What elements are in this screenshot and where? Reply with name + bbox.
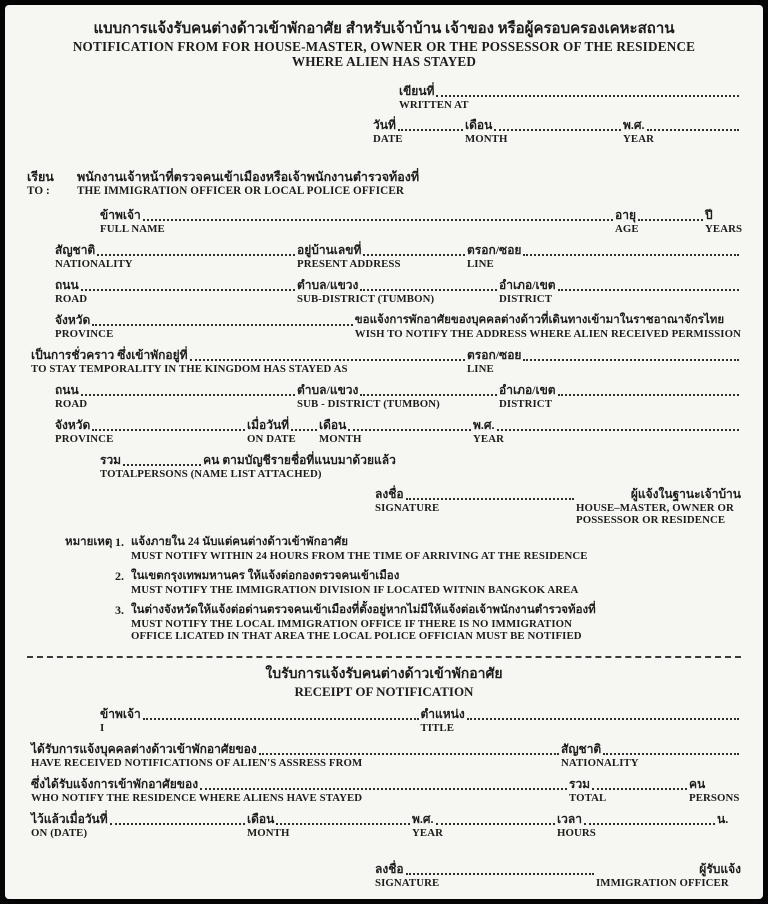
field-line [499,382,741,398]
dotted-fill-line [110,823,245,825]
label-en: I [100,722,105,734]
label-thai: เรียน [27,170,54,184]
label-en: HOURS [557,827,596,839]
field-line [705,207,741,223]
item-number: 2. [115,569,124,583]
province-wish-row [55,312,741,340]
field-total-persons [100,452,396,480]
field-line [421,706,742,722]
field-on-date [247,417,319,445]
label-en: YEAR [623,133,654,145]
receipt-title-thai: ใบรับการแจ้งรับคนต่างด้าวเข้าพักอาศัย [265,667,503,682]
field-title [421,706,742,734]
label-thai: ตำบล/แขวง [297,383,359,397]
dotted-fill-line [92,429,245,431]
label-thai: ถนน [55,383,79,397]
label-en: WHO NOTIFY THE RESIDENCE WHERE ALIENS HAVE STAYED [31,792,363,804]
label-en: ROAD [55,398,88,410]
receipt-header [27,666,741,699]
field-nationality [55,242,297,270]
field-district [499,382,741,410]
remark-item-2 [115,568,741,596]
label-thai: อยู่บ้านเลขที่ [297,243,362,257]
item-body [131,602,596,642]
dotted-fill-line [360,394,497,396]
dotted-fill-line [81,394,295,396]
dotted-fill-line [647,129,739,131]
label-thai: เดือน [465,118,493,132]
label-en: FULL NAME [100,223,165,235]
field-line [467,242,741,258]
field-line [100,452,396,468]
dotted-fill-line [558,289,739,291]
dotted-fill-line [436,823,555,825]
to-text-column [77,169,419,198]
field-line [717,811,741,827]
nationality-row [55,242,741,270]
dotted-fill-line [123,464,201,466]
label-en: YEAR [412,827,443,839]
label-en: DISTRICT [499,293,553,305]
label-thai: คน [689,777,706,791]
label-thai: ผู้แจ้งในฐานะเจ้าบ้าน [630,487,741,501]
field-line [297,277,499,293]
dotted-fill-line [584,823,715,825]
label-thai: พนักงานเจ้าหน้าที่ตรวจคนเข้าเมืองหรือเจ้าพนักงานตำรวจท้องที่ [77,170,420,184]
stay-row [31,347,741,375]
signature-row-housemaster [375,486,741,526]
dotted-fill-line [348,429,471,431]
road-row [55,277,741,305]
field-age [615,207,705,235]
field-line [247,811,412,827]
label-en: LINE [467,363,494,375]
dotted-fill-line [467,718,739,720]
field-province [55,417,247,445]
dotted-fill-line [523,359,739,361]
label-thai: รวม [569,777,591,791]
label-thai: วันที่ [373,118,396,132]
label-thai: ซึ่งได้รับแจ้งการเข้าพักอาศัยของ [31,777,199,791]
field-line [473,417,741,433]
label-en: HOUSE–MASTER, OWNER OR [576,502,734,514]
label-thai: เขียนที่ [399,84,435,98]
field-line [375,486,576,502]
label-en: ROAD [55,293,88,305]
item-en: MUST NOTIFY THE IMMIGRATION DIVISION IF LOCATED WITNIN BANGKOK AREA [131,584,579,596]
dotted-fill-line [398,129,463,131]
road-row-2 [55,382,741,410]
signature-row-officer [375,861,741,889]
receipt-i-title-row [100,706,741,734]
label-en: TITLE [420,722,455,734]
label-thai: เดือน [247,812,275,826]
label-thai: สัญชาติ [561,742,602,756]
label-thai: ตำบล/แขวง [297,278,359,292]
dotted-fill-line [592,788,687,790]
field-hours [557,811,717,839]
dotted-fill-line [638,219,703,221]
label-en: PROVINCE [55,433,114,445]
field-line [31,741,561,757]
form-title-thai: แบบการแจ้งรับคนต่างด้าวเข้าพักอาศัย สำหรับเจ้าบ้าน เจ้าของ หรือผู้ครอบครองเคหะสถาน [93,21,675,37]
receipt-received-row [31,741,741,769]
item-thai: ในต่างจังหวัดให้แจ้งต่อด่านตรวจคนเข้าเมืองที่ตั้งอยู่หากไม่มีให้แจ้งต่อเจ้าพนักงานตำรวจท้องที่ [131,604,596,616]
field-line [55,312,355,328]
dotted-fill-line [291,429,317,431]
label-en: MONTH [319,433,362,445]
field-year [473,417,741,445]
dotted-fill-line [143,718,419,720]
wish-statement [355,312,741,340]
field-line [319,417,473,433]
field-received-from [31,741,561,769]
dotted-fill-line [436,95,739,97]
field-signature [375,486,576,514]
remark-item-1 [115,534,741,562]
dotted-fill-line [497,429,739,431]
field-sub-district [297,382,499,410]
field-line [55,277,297,293]
receipt-who-row [31,776,741,804]
field-written-at [399,83,741,111]
field-line [623,117,741,133]
label-en: ON (DATE) [31,827,88,839]
field-line [297,382,499,398]
label-en: PERSONS [689,792,740,804]
label-en: WRITTEN AT [399,99,469,111]
field-line [557,811,717,827]
dotted-fill-line [406,498,574,500]
field-sub-district [297,277,499,305]
field-lane [467,242,741,270]
field-year [623,117,741,145]
to-row [27,169,741,198]
dotted-fill-line [259,753,559,755]
label-en: TO : [27,185,50,197]
dotted-fill-line [494,129,621,131]
field-years [705,207,741,235]
label-thai: ไว้แล้วเมื่อวันที่ [31,812,108,826]
item-body [131,568,578,596]
signer-role-housemaster [576,486,741,526]
receipt-title-en: RECEIPT OF NOTIFICATION [294,684,474,699]
label-thai: เป็นการชั่วคราว ซึ่งเข้าพักอยู่ที่ [31,348,188,362]
remarks-section [65,534,741,648]
field-line [375,861,596,877]
statement-en: WISH TO NOTIFY THE ADDRESS WHERE ALIEN RECEIVED PERMISSION [354,328,741,340]
label-en: YEARS [705,223,743,235]
field-line [55,242,297,258]
signer-role-officer [596,861,741,889]
total-persons-row [100,452,741,480]
label-thai: อายุ [615,208,636,222]
label-en: SIGNATURE [375,877,440,889]
form-title-en-line2: WHERE ALIEN HAS STAYED [291,54,477,69]
dotted-fill-line [190,359,465,361]
field-full-name [100,207,615,235]
field-province [55,312,355,340]
field-line [467,347,741,363]
dotted-fill-line [523,254,739,256]
item-en: MUST NOTIFY THE LOCAL IMMIGRATION OFFICE IF THERE IS NO IMMIGRATION [131,618,573,630]
date-row [373,117,741,145]
item-en-line2: OFFICE LICATED IN THAT AREA THE LOCAL POLICE OFFICIAN MUST BE NOTIFIED [131,630,582,642]
field-month [247,811,412,839]
label-en: DATE [373,133,403,145]
label-thai: ถนน [55,278,79,292]
field-month [465,117,623,145]
field-district [499,277,741,305]
label-en: MONTH [465,133,508,145]
label-thai: สัญชาติ [55,243,96,257]
label-thai: ตำแหน่ง [420,707,465,721]
label-en: MONTH [247,827,290,839]
label-en: PRESENT ADDRESS [297,258,401,270]
field-present-address [297,242,467,270]
label-thai: น. [717,812,729,826]
field-line [100,706,421,722]
label-thai: ตรอก/ซอย [467,243,522,257]
label-thai: ลงชื่อ [375,862,404,876]
field-line [412,811,557,827]
item-en: MUST NOTIFY WITHIN 24 HOURS FROM THE TIME OF ARRIVING AT THE RESIDENCE [131,550,588,562]
dotted-fill-line [406,873,594,875]
field-line [55,417,247,433]
province-date-row [55,417,741,445]
field-line [689,776,741,792]
label-en-line2: POSSESSOR OR RESIDENCE [576,514,726,526]
field-persons [689,776,741,804]
statement-thai: ขอแจ้งการพักอาศัยของบุคคลต่างด้าวที่เดินทางเข้ามาในราชอาณาจักรไทย [354,314,725,326]
label-thai: จังหวัด [55,313,91,327]
dotted-fill-line [360,289,497,291]
dotted-fill-line [97,254,295,256]
field-line [399,83,741,99]
label-thai: พ.ศ. [473,418,495,432]
field-line [576,486,741,502]
label-en: LINE [467,258,494,270]
label-thai: ตรอก/ซอย [467,348,522,362]
label-en: YEAR [473,433,504,445]
label-thai: ได้รับการแจ้งบุคคลต่างด้าวเข้าพักอาศัยของ [31,742,257,756]
label-en: ON DATE [247,433,296,445]
item-thai: ในเขตกรุงเทพมหานคร ให้แจ้งต่อกองตรวจคนเข้าเมือง [131,570,400,582]
label-en: TOTAL [569,792,607,804]
label-en: AGE [615,223,639,235]
field-line [569,776,689,792]
field-stayed-as [31,347,467,375]
item-body [131,534,588,562]
scanned-form-page [5,5,763,899]
field-signature [375,861,596,889]
label-thai: พ.ศ. [412,812,434,826]
dotted-fill-line [276,823,410,825]
form-title-en-line1: NOTIFICATION FROM FOR HOUSE-MASTER, OWNER OR THE POSSESSOR OF THE RESIDENCE [72,39,696,54]
field-who-notify [31,776,569,804]
field-i [100,706,421,734]
field-line [31,811,247,827]
field-line [615,207,705,223]
label-en: SIGNATURE [375,502,440,514]
form-header [27,19,741,69]
field-lane [467,347,741,375]
label-en: PROVINCE [55,328,114,340]
field-line [596,861,741,877]
field-road [55,382,297,410]
label-en: IMMIGRATION OFFICER [596,877,729,889]
remarks-items [115,534,741,648]
label-thai: ปี [705,208,713,222]
field-line [465,117,623,133]
label-thai: เดือน [319,418,347,432]
receipt-date-row [31,811,741,839]
label-en: NATIONALITY [55,258,133,270]
label-en: TOTALPERSONS (NAME LIST ATTACHED) [100,468,322,480]
label-en: TO STAY TEMPORALITY IN THE KINGDOM HAS STAYED AS [31,363,348,375]
item-thai: แจ้งภายใน 24 นับแต่คนต่างด้าวเข้าพักอาศัย [131,536,348,548]
label-thai: ลงชื่อ [375,487,404,501]
item-number: 1. [115,535,124,549]
field-year [412,811,557,839]
field-road [55,277,297,305]
field-nationality [561,741,741,769]
remark-item-3 [115,602,741,642]
field-total [569,776,689,804]
label-thai: เมื่อวันที่ [247,418,290,432]
item-number: 3. [115,603,124,617]
dotted-fill-line [143,219,613,221]
full-name-row [100,207,741,235]
label-thai: ข้าพเจ้า [100,707,141,721]
label-thai: รวม [100,453,122,467]
label-thai: อำเภอ/เขต [499,383,556,397]
dotted-fill-line [363,254,465,256]
label-en: NATIONALITY [561,757,639,769]
dotted-fill-line [603,753,739,755]
field-line [355,312,741,328]
label-thai: อำเภอ/เขต [499,278,556,292]
dotted-fill-line [92,324,352,326]
written-at-row [399,83,741,111]
dotted-fill-line [81,289,295,291]
label-en: SUB - DISTRICT (TUMBON) [297,398,440,410]
label-thai: ข้าพเจ้า [100,208,141,222]
field-line [373,117,465,133]
field-line [31,347,467,363]
label-thai: เวลา [557,812,582,826]
field-on-date [31,811,247,839]
field-line [561,741,741,757]
dashed-separator [27,656,741,658]
field-line [247,417,319,433]
field-line [297,242,467,258]
label-thai: พ.ศ. [623,118,645,132]
label-en: HAVE RECEIVED NOTIFICATIONS OF ALIEN'S ASSRESS FROM [31,757,363,769]
field-line [499,277,741,293]
label-thai-suffix: คน ตามบัญชีรายชื่อที่แนบมาด้วยแล้ว [203,453,396,467]
field-line [31,776,569,792]
label-en: DISTRICT [499,398,553,410]
field-month [319,417,473,445]
label-thai: ผู้รับแจ้ง [699,862,741,876]
field-line [100,207,615,223]
field-line [55,382,297,398]
dotted-fill-line [200,788,567,790]
field-hours-unit [717,811,741,827]
label-thai: จังหวัด [55,418,91,432]
label-en: SUB-DISTRICT (TUMBON) [297,293,435,305]
label-en: THE IMMIGRATION OFFICER OR LOCAL POLICE OFFICER [77,185,405,197]
field-date [373,117,465,145]
remarks-label: หมายเหตุ [65,536,113,548]
dotted-fill-line [558,394,739,396]
to-label-column [27,169,77,198]
